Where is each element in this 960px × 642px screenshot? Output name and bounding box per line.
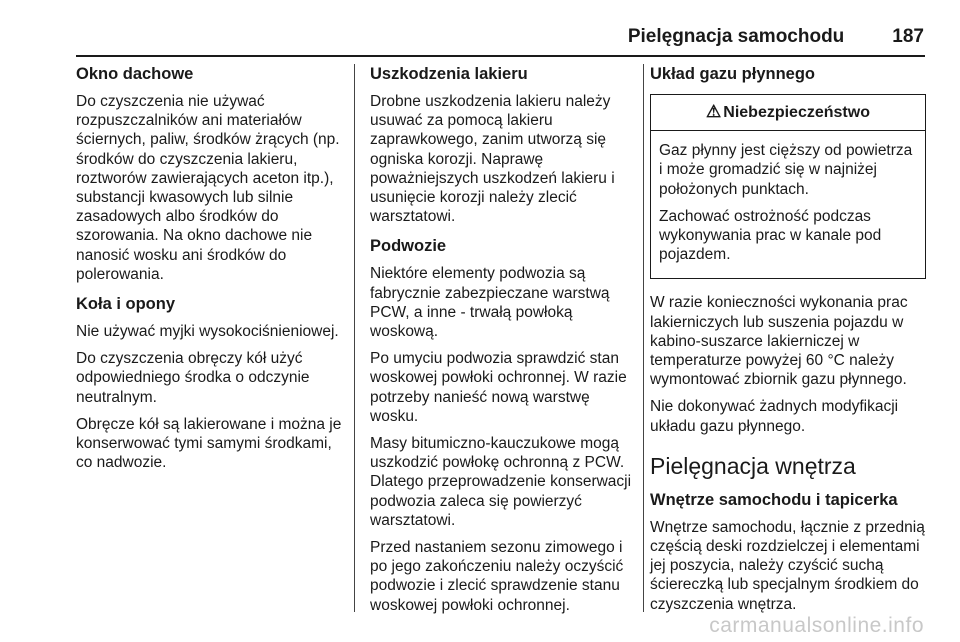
column-divider-1 [354, 64, 355, 612]
warning-triangle-icon: ⚠ [706, 102, 722, 121]
paragraph-wheels-1: Nie używać myjki wysokociśnieniowej. [76, 323, 339, 341]
paragraph-underbody-4: Przed nastaniem sezonu zimowego i po jego zakończeniu należy oczyścić podwozie i zlecić sprawdzenie stanu woskowej powłoki ochronnej. [370, 539, 624, 614]
heading-interior-care: Pielęgnacja wnętrza [650, 452, 856, 479]
section-title: Pielęgnacja samochodu [627, 26, 845, 47]
paragraph-underbody-2: Po umyciu podwozia sprawdzić stan woskowej powłoki ochronnej. W razie potrzeby nanieść nową warstwę wosku. [370, 350, 627, 425]
paragraph-wheels-2: Do czyszczenia obręczy kół użyć odpowiedniego środka o odczynie neutralnym. [76, 350, 310, 406]
paragraph-lpg-1: W razie konieczności wykonania prac lakierniczych lub suszenia pojazdu w kabino-suszarce lakierniczej w temperaturze powyżej 60 °C należy wymontować zbiornik gazu płynnego. [650, 294, 908, 389]
column-3 [650, 64, 928, 622]
column-divider-2 [643, 64, 644, 612]
heading-interior-upholstery: Wnętrze samochodu i tapicerka [650, 490, 898, 509]
paragraph-underbody-3: Masy bitumiczno-kauczukowe mogą uszkodzić powłokę ochronną z PCW. Dlatego przeprowadzenie konserwacji podwozia zaleca się powierzyć warsztatowi. [370, 435, 632, 529]
heading-sunroof: Okno dachowe [76, 65, 194, 83]
column-2 [370, 64, 638, 623]
warning-body [651, 131, 925, 278]
heading-wheels: Koła i opony [76, 295, 175, 314]
heading-underbody: Podwozie [370, 237, 447, 256]
page-number: 187 [892, 26, 924, 47]
warning-title: Niebezpieczeństwo [723, 104, 870, 121]
column-1 [76, 64, 342, 480]
paragraph-wheels-3: Obręcze kół są lakierowane i można je konserwować tymi samymi środkami, co nadwozie. [76, 415, 342, 472]
paragraph-interior: Wnętrze samochodu, łącznie z przednią częścią deski rozdzielczej i elementami jej poszycia, należy czyścić suchą ściereczką lub specjalnym środkiem do czyszczenia wnętrza. [650, 518, 925, 613]
running-header [628, 26, 924, 48]
paragraph-sunroof: Do czyszczenia nie używać rozpuszczalników ani materiałów ściernych, paliw, środków żrących (np. środków do czyszczenia lakieru, roztworów zawierających aceton itp.), substancji kwasowych lub silnie zasadowych albo środków do szorowania. Na okno dachowe nie nanosić wosku ani środków do polerowania. [76, 93, 340, 283]
warning-header [651, 95, 925, 131]
warning-paragraph-2: Zachować ostrożność podczas wykonywania prac w kanale pod pojazdem. [659, 207, 882, 264]
header-rule [76, 55, 925, 57]
paragraph-paint-damage: Drobne uszkodzenia lakieru należy usuwać za pomocą lakieru zaprawkowego, zanim utworzą się ogniska korozji. Naprawę poważniejszych uszkodzeń lakieru i usunięcie korozji należy zlecić warsztatowi. [370, 93, 615, 226]
warning-paragraph-1: Gaz płynny jest cięższy od powietrza i może gromadzić się w najniżej położonych punktach. [659, 142, 913, 198]
heading-lpg-system: Układ gazu płynnego [650, 65, 816, 83]
danger-warning-box [650, 94, 926, 279]
paragraph-lpg-2: Nie dokonywać żadnych modyfikacji układu gazu płynnego. [650, 398, 899, 435]
paragraph-underbody-1: Niektóre elementy podwozia są fabrycznie zabezpieczane warstwą PCW, a inne - trwałą powłoką woskową. [370, 265, 610, 341]
heading-paint-damage: Uszkodzenia lakieru [370, 65, 528, 83]
watermark: carmanualsonline.info [709, 614, 924, 637]
